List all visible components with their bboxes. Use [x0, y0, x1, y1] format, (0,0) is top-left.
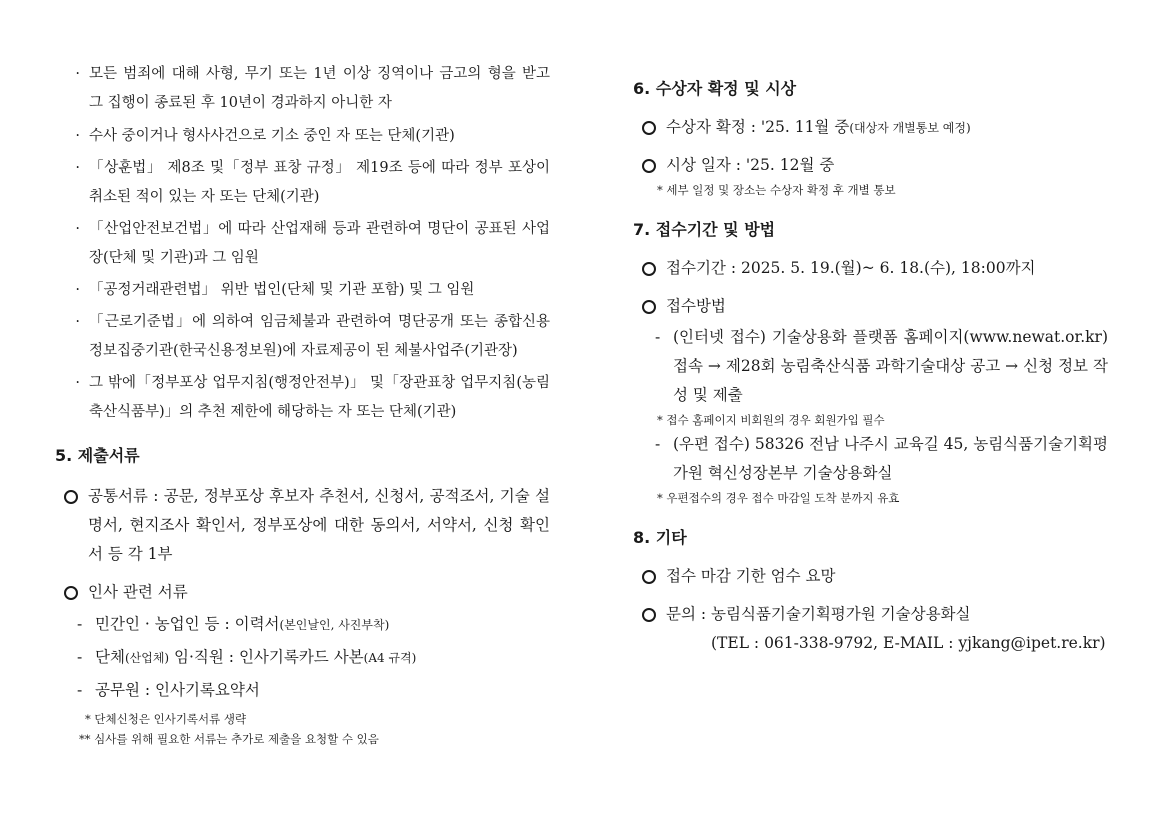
list-item [633, 254, 1108, 283]
bullet-mark: · [75, 221, 80, 237]
circle-bullet-icon [642, 600, 666, 629]
list-item-text: 그 밖에「정부포상 업무지침(행정안전부)」 및「장관표창 업무지침(농림축산식품부)」의 추천 제한에 해당하는 자 또는 단체(기관) [89, 375, 550, 420]
footnote: * 접수 홈페이지 비회원의 경우 회원가입 필수 [657, 413, 885, 427]
list-item [55, 308, 550, 366]
list-item [633, 292, 1108, 321]
list-item [55, 482, 550, 569]
list-item [633, 113, 1108, 143]
section-heading: 5. 제출서류 [55, 446, 140, 465]
list-item-text: 공무원 : 인사기록요약서 [95, 681, 260, 699]
footnote: ** 심사를 위해 필요한 서류는 추가로 제출을 요청할 수 있음 [79, 732, 379, 746]
footnote: * 단체신청은 인사기록서류 생략 [85, 712, 247, 726]
footnote: * 우편접수의 경우 접수 마감일 도착 분까지 유효 [657, 491, 900, 505]
eligibility-list [55, 60, 550, 427]
section-heading: 8. 기타 [633, 528, 687, 547]
list-item [55, 578, 550, 607]
list-item-text: (인터넷 접수) 기술상용화 플랫폼 홈페이지(www.newat.or.kr) 접속 → 제28회 농림축산식품 과학기술대상 공고 → 신청 정보 작성 및 제출 [673, 328, 1108, 404]
circle-bullet-icon [64, 482, 88, 569]
list-item-text: 시상 일자 : '25. 12월 중 [666, 156, 835, 174]
left-column [55, 60, 550, 749]
right-column [633, 60, 1108, 658]
list-item-text: 「산업안전보건법」에 따라 산업재해 등과 관련하여 명단이 공표된 사업장(단체 및 기관)과 그 임원 [89, 221, 550, 266]
circle-bullet-icon [642, 292, 666, 321]
list-item-text: 접수 마감 기한 엄수 요망 [666, 567, 836, 585]
list-item [55, 369, 550, 427]
dash-mark: - [655, 328, 661, 346]
bullet-mark: · [75, 314, 80, 330]
list-item-text: 접수방법 [666, 297, 726, 315]
list-item-text: 문의 : 농림식품기술기획평가원 기술상용화실 [666, 605, 971, 623]
list-item [77, 676, 550, 705]
bullet-mark: · [75, 66, 80, 82]
list-item-text: 단체(산업체) 임·직원 : 인사기록카드 사본(A4 규격) [95, 648, 417, 666]
list-item-text: 「공정거래관련법」 위반 법인(단체 및 기관 포함) 및 그 임원 [89, 282, 475, 298]
dash-mark: - [655, 435, 661, 453]
list-item [633, 600, 1108, 629]
section-heading: 7. 접수기간 및 방법 [633, 220, 776, 239]
list-item-text: 공통서류 : 공문, 정부포상 후보자 추천서, 신청서, 공적조서, 기술 설명서, 현지조사 확인서, 정부포상에 대한 동의서, 서약서, 신청 확인서 등 각 1부 [88, 487, 550, 563]
list-item-text: 수상자 확정 : '25. 11월 중(대상자 개별통보 예정) [666, 118, 971, 136]
list-item-text: (우편 접수) 58326 전남 나주시 교육길 45, 농림식품기술기획평가원 혁신성장본부 기술상용화실 [673, 435, 1108, 482]
list-item-text: 모든 범죄에 대해 사형, 무기 또는 1년 이상 징역이나 금고의 형을 받고 그 집행이 종료된 후 10년이 경과하지 아니한 자 [89, 66, 550, 111]
list-item-text: 인사 관련 서류 [88, 583, 188, 601]
bullet-mark: · [75, 160, 80, 176]
list-item [55, 60, 550, 118]
list-item [655, 430, 1108, 488]
contact-info: (TEL : 061-338-9792, E-MAIL : yjkang@ipet.re.kr) [711, 634, 1106, 652]
bullet-mark: · [75, 375, 80, 391]
list-item [55, 276, 550, 305]
list-item-text: 「근로기준법」에 의하여 임금체불과 관련하여 명단공개 또는 종합신용정보집중기관(한국신용정보원)에 자료제공이 된 체불사업주(기관장) [89, 314, 550, 359]
footnote: * 세부 일정 및 장소는 수상자 확정 후 개별 통보 [657, 183, 896, 197]
bullet-mark: · [75, 282, 80, 298]
bullet-mark: · [75, 128, 80, 144]
list-item [55, 122, 550, 151]
list-item [77, 643, 550, 673]
list-item [77, 610, 550, 640]
list-item [633, 562, 1108, 591]
dash-mark: - [77, 615, 83, 633]
list-item [55, 154, 550, 212]
circle-bullet-icon [642, 113, 666, 143]
list-item-text: 「상훈법」 제8조 및「정부 표창 규정」 제19조 등에 따라 정부 포상이 취소된 적이 있는 자 또는 단체(기관) [89, 160, 550, 205]
section-heading: 6. 수상자 확정 및 시상 [633, 79, 797, 98]
list-item [633, 151, 1108, 180]
circle-bullet-icon [642, 562, 666, 591]
list-item-text: 수사 중이거나 형사사건으로 기소 중인 자 또는 단체(기관) [89, 128, 455, 144]
circle-bullet-icon [642, 254, 666, 283]
list-item [655, 323, 1108, 410]
dash-mark: - [77, 648, 83, 666]
list-item-text: 민간인 · 농업인 등 : 이력서(본인날인, 사진부착) [95, 615, 390, 633]
circle-bullet-icon [64, 578, 88, 607]
circle-bullet-icon [642, 151, 666, 180]
list-item-text: 접수기간 : 2025. 5. 19.(월)~ 6. 18.(수), 18:00까지 [666, 259, 1036, 277]
list-item [55, 215, 550, 273]
dash-mark: - [77, 681, 83, 699]
